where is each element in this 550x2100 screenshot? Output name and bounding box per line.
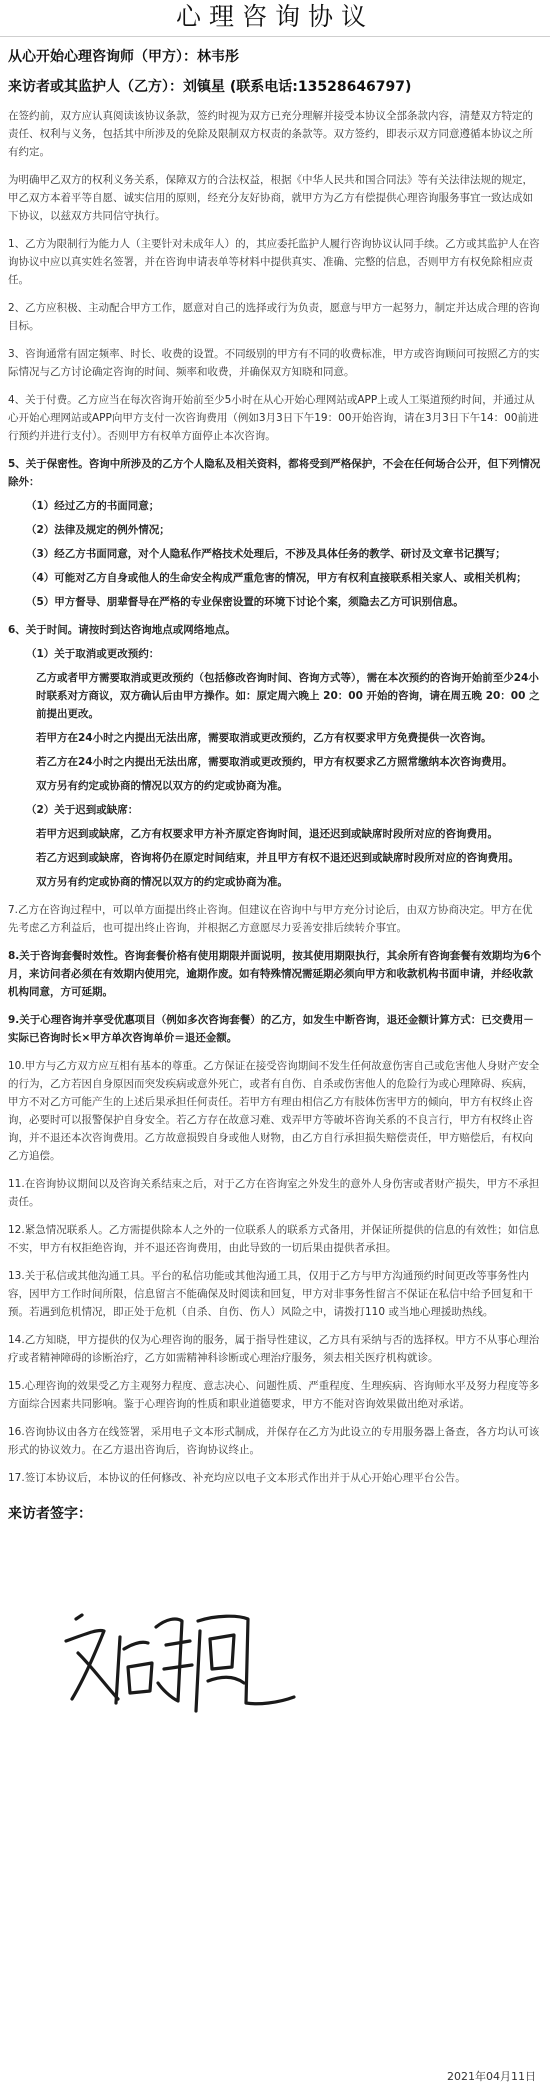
clause-6-time (8, 621, 542, 891)
clause-3: 3、咨询通常有固定频率、时长、收费的设置。不同级别的甲方有不同的收费标准，甲方或咨询顾问可按照乙方的实际情况与乙方讨论确定咨询的时间、频率和收费，并确保双方知晓和同意。 (8, 348, 540, 378)
clause-15: 15.心理咨询的效果受乙方主观努力程度、意志决心、问题性质、严重程度、生理疾病、咨询师水平及努力程度等多方面综合因素共同影响。鉴于心理咨询的性质和职业道德要求，甲方不能对咨询效果做出绝对承诺。 (8, 1380, 540, 1410)
intro-paragraph-1: 在签约前，双方应认真阅读该协议条款，签约时视为双方已充分理解并接受本协议全部条款内容，清楚双方特定的责任、权利与义务，包括其中所涉及的免除及限制双方权责的条款等。双方签约，即表示双方同意遵循本协议之所有约定。 (8, 110, 533, 158)
clause-6-sub-1: （1）关于取消或更改预约： (26, 648, 160, 660)
clause-2: 2、乙方应积极、主动配合甲方工作，愿意对自己的选择或行为负责，愿意与甲方一起努力，制定并达成合理的咨询目标。 (8, 302, 540, 332)
clause-6-sub-2c: 双方另有约定或协商的情况以双方的约定或协商为准。 (36, 876, 288, 888)
clause-5-item-2: （2）法律及规定的例外情况； (26, 524, 170, 536)
clause-5-confidentiality (8, 455, 542, 611)
party-a-line: 从心开始心理咨询师（甲方）：林韦彤 (8, 49, 239, 65)
clause-6-sub-2b: 若乙方迟到或缺席，咨询将仍在原定时间结束，并且甲方有权不退还迟到或缺席时段所对应的咨询费用。 (36, 852, 519, 864)
clause-12: 12.紧急情况联系人。乙方需提供除本人之外的一位联系人的联系方式备用，并保证所提供的信息的有效性；如信息不实，甲方有权拒绝咨询，并不退还咨询费用，由此导致的一切后果由提供者承担。 (8, 1224, 540, 1254)
clause-6-sub-1d: 双方另有约定或协商的情况以双方的约定或协商为准。 (36, 780, 288, 792)
clause-4: 4、关于付费。乙方应当在每次咨询开始前至少5小时在从心开始心理网站或APP上或人工渠道预约时间，并通过从心开始心理网站或APP向甲方支付一次咨询费用（例如3月3日下午19：00开始咨询，请在3月3日下午14：00前进行预约并进行支付）。否则甲方有权单方面停止本次咨询。 (8, 394, 539, 442)
clause-5-item-1: （1）经过乙方的书面同意； (26, 500, 160, 512)
clause-6-sub-2: （2）关于迟到或缺席： (26, 804, 139, 816)
clause-6-sub-2a: 若甲方迟到或缺席，乙方有权要求甲方补齐原定咨询时间，退还迟到或缺席时段所对应的咨询费用。 (36, 828, 498, 840)
clause-5-item-3: （3）经乙方书面同意，对个人隐私作严格技术处理后，不涉及具体任务的教学、研讨及文章书记撰写； (26, 548, 506, 560)
handwritten-signature (58, 1571, 318, 1721)
clause-9: 9.关于心理咨询并享受优惠项目（例如多次咨询套餐）的乙方，如发生中断咨询，退还金额计算方式：已交费用－实际已咨询时长×甲方单次咨询单价＝退还金额。 (8, 1014, 534, 1044)
clause-5-item-4: （4）可能对乙方自身或他人的生命安全构成严重危害的情况，甲方有权利直接联系相关家人、或相关机构； (26, 572, 527, 584)
clause-1: 1、乙方为限制行为能力人（主要针对未成年人）的，其应委托监护人履行咨询协议认同手续。乙方或其监护人在咨询协议中应以真实姓名签署，并在咨询申请表单等材料中提供真实、准确、完整的信息，否则甲方有权免除相应责任。 (8, 238, 540, 286)
sign-date: 2021年04月11日 (447, 2070, 536, 2083)
clause-8: 8.关于咨询套餐时效性。咨询套餐价格有使用期限并面说明，按其使用期限执行，其余所有咨询套餐有效期均为6个月，来访问者必须在有效期内使用完，逾期作废。如有特殊情况需延期必须向甲方和收款机构书面申请，并经收款机构同意，方可延期。 (8, 950, 542, 998)
clause-5-heading: 5、关于保密性。咨询中所涉及的乙方个人隐私及相关资料，都将受到严格保护，不会在任何场合公开，但下列情况除外： (8, 458, 541, 488)
clause-6-sub-1a: 乙方或者甲方需要取消或更改预约（包括修改咨询时间、咨询方式等），需在本次预约的咨询开始前至少24小时联系对方商议，双方确认后由甲方操作。如：原定周六晚上 20：00 开始的咨询，请在周五晚 20：00 之前提出更改。 (36, 672, 540, 720)
clause-6-sub-1b: 若甲方在24小时之内提出无法出席，需要取消或更改预约，乙方有权要求甲方免费提供一次咨询。 (36, 732, 492, 744)
document-title: 心理咨询协议 (0, 0, 550, 37)
clause-16: 16.咨询协议由各方在线签署，采用电子文本形式制成，并保存在乙方为此设立的专用服务器上备查，各方均认可该形式的协议效力。在乙方退出咨询后，咨询协议终止。 (8, 1426, 540, 1456)
intro-paragraph-2: 为明确甲乙双方的权利义务关系，保障双方的合法权益，根据《中华人民共和国合同法》等有关法律法规的规定，甲乙双方本着平等自愿、诚实信用的原则，经充分友好协商，就甲方为乙方有偿提供心理咨询服务事宜一致达成如下协议，以兹双方共同信守执行。 (8, 174, 533, 222)
clause-13: 13.关于私信或其他沟通工具。平台的私信功能或其他沟通工具，仅用于乙方与甲方沟通预约时间更改等事务性内容，因甲方工作时间所限，信息留言不能确保及时阅读和回复，甲方对非事务性留言不保证在私信中给予回复和干预。若遇到危机情况，即正处于危机（自杀、自伤、伤人）风险之中，请拨打110 或当地心理援助热线。 (8, 1270, 533, 1318)
signature-label: 来访者签字： (8, 1506, 92, 1522)
clause-6-sub-1c: 若乙方在24小时之内提出无法出席，需要取消或更改预约，甲方有权要求乙方照常缴纳本次咨询费用。 (36, 756, 513, 768)
clause-14: 14.乙方知晓，甲方提供的仅为心理咨询的服务，属于指导性建议，乙方具有采纳与否的选择权。甲方不从事心理治疗或者精神障碍的诊断治疗，乙方如需精神科诊断或心理治疗服务，须去相关医疗机构就诊。 (8, 1334, 540, 1364)
clause-7: 7.乙方在咨询过程中，可以单方面提出终止咨询。但建议在咨询中与甲方充分讨论后，由双方协商决定。甲方在优先考虑乙方利益后，也可提出终止咨询，并根据乙方意愿尽力妥善安排后续转介事宜。 (8, 904, 533, 934)
party-b-line: 来访者或其监护人（乙方）：刘镇星 (联系电话:13528646797) (8, 79, 412, 95)
clause-6-heading: 6、关于时间。请按时到达咨询地点或网络地点。 (8, 624, 236, 636)
clause-17: 17.签订本协议后，本协议的任何修改、补充均应以电子文本形式作出并于从心开始心理平台公告。 (8, 1472, 466, 1484)
clause-5-item-5: （5）甲方督导、朋辈督导在严格的专业保密设置的环境下讨论个案，须隐去乙方可识别信息。 (26, 596, 464, 608)
clause-11: 11.在咨询协议期间以及咨询关系结束之后，对于乙方在咨询室之外发生的意外人身伤害或者财产损失，甲方不承担责任。 (8, 1178, 540, 1208)
clause-10: 10.甲方与乙方双方应互相有基本的尊重。乙方保证在接受咨询期间不发生任何故意伤害自己或危害他人身财产安全的行为，乙方若因自身原因而突发疾病或意外死亡，或者有自伤、自杀或伤害他人的危险行为或心理障碍、疾病，甲方不对乙方可能产生的上述后果承担任何责任。若甲方有理由相信乙方有肢体伤害甲方的倾向，甲方有权终止咨询，必要时可以报警保护自身安全。若乙方存在故意习难、戏弄甲方等破坏咨询关系的不良言行，甲方有权终止咨询，并不退还本次咨询费用。乙方故意损毁自身或他人财物，由乙方自行承担损失赔偿责任，甲方赔偿后，有权向乙方追偿。 (8, 1060, 540, 1162)
